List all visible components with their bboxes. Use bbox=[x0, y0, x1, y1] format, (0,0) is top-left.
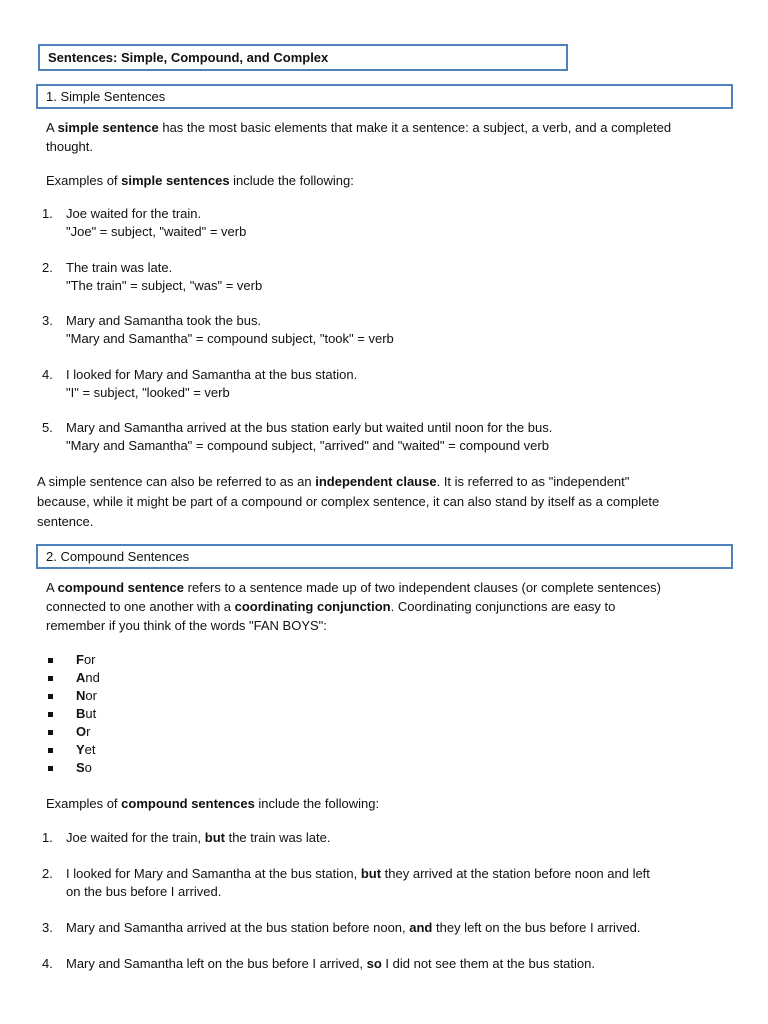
text: refers to a sentence made up of two independent clauses (or complete sentences) bbox=[184, 580, 661, 595]
text: they arrived at the station before noon and left bbox=[381, 866, 650, 881]
bullet-square-icon bbox=[48, 766, 53, 771]
section-heading-simple bbox=[36, 84, 733, 109]
conjunction: but bbox=[204, 830, 225, 845]
bold-letter: N bbox=[76, 688, 86, 703]
section-heading-text: 1. Simple Sentences bbox=[46, 89, 166, 104]
list-number: 3. bbox=[42, 920, 53, 935]
list-number: 3. bbox=[42, 313, 53, 328]
text: Examples of bbox=[46, 796, 122, 811]
conjunction: so bbox=[366, 956, 382, 971]
example-sentence: I looked for Mary and Samantha at the bus station. bbox=[66, 367, 358, 382]
bold-letter: S bbox=[76, 760, 85, 775]
bold-letter: B bbox=[76, 706, 86, 721]
text: ut bbox=[85, 706, 97, 721]
text: et bbox=[84, 742, 96, 757]
text: A bbox=[46, 120, 58, 135]
bold-letter: Y bbox=[76, 742, 85, 757]
text: . It is referred to as "independent" bbox=[436, 474, 630, 489]
bold-term: simple sentences bbox=[121, 173, 230, 188]
bullet-square-icon bbox=[48, 676, 53, 681]
section-heading-compound bbox=[36, 544, 733, 569]
conjunction: but bbox=[360, 866, 382, 881]
bold-term: independent clause bbox=[315, 474, 437, 489]
text: they left on the bus before I arrived. bbox=[432, 920, 641, 935]
text: I did not see them at the bus station. bbox=[381, 956, 595, 971]
simple-intro-paragraph bbox=[46, 118, 736, 156]
text: Mary and Samantha left on the bus before I arrived, bbox=[66, 956, 367, 971]
compound-examples-lead bbox=[46, 794, 379, 813]
text: nd bbox=[85, 670, 100, 685]
example-analysis: "Mary and Samantha" = compound subject, "arrived" and "waited" = compound verb bbox=[66, 438, 549, 453]
list-number: 4. bbox=[42, 956, 53, 971]
list-number: 4. bbox=[42, 367, 53, 382]
list-number: 1. bbox=[42, 206, 53, 221]
bold-term: simple sentence bbox=[57, 120, 159, 135]
text: Mary and Samantha arrived at the bus station before noon, bbox=[66, 920, 410, 935]
list-number: 5. bbox=[42, 420, 53, 435]
bullet-square-icon bbox=[48, 730, 53, 735]
list-number: 1. bbox=[42, 830, 53, 845]
example-sentence: Joe waited for the train. bbox=[66, 206, 202, 221]
bold-term: compound sentence bbox=[57, 580, 184, 595]
text: Examples of bbox=[46, 173, 122, 188]
section-heading-text: 2. Compound Sentences bbox=[46, 549, 190, 564]
example-sentence: The train was late. bbox=[66, 260, 173, 275]
bold-letter: O bbox=[76, 724, 87, 739]
example-analysis: "I" = subject, "looked" = verb bbox=[66, 385, 230, 400]
text: the train was late. bbox=[224, 830, 331, 845]
bold-term: coordinating conjunction bbox=[234, 599, 391, 614]
text: or bbox=[85, 688, 97, 703]
text: has the most basic elements that make it a sentence: a subject, a verb, and a completed bbox=[158, 120, 672, 135]
bold-letter: A bbox=[76, 670, 86, 685]
text: because, while it might be part of a compound or complex sentence, it can also stand by itself as a complete bbox=[37, 494, 660, 509]
example-sentence: Mary and Samantha took the bus. bbox=[66, 313, 262, 328]
text: A simple sentence can also be referred to as an bbox=[37, 474, 316, 489]
text: . Coordinating conjunctions are easy to bbox=[390, 599, 616, 614]
conjunction: and bbox=[409, 920, 433, 935]
independent-clause-paragraph bbox=[37, 472, 737, 532]
text: sentence. bbox=[37, 514, 94, 529]
example-analysis: "Joe" = subject, "waited" = verb bbox=[66, 224, 247, 239]
text: A bbox=[46, 580, 58, 595]
text: include the following: bbox=[229, 173, 354, 188]
simple-examples-lead bbox=[46, 171, 354, 190]
bold-letter: F bbox=[76, 652, 84, 667]
text: o bbox=[84, 760, 92, 775]
text: or bbox=[83, 652, 96, 667]
document-title-box bbox=[38, 44, 568, 71]
text: include the following: bbox=[254, 796, 380, 811]
bullet-square-icon bbox=[48, 694, 53, 699]
text: thought. bbox=[46, 139, 93, 154]
example-analysis: "Mary and Samantha" = compound subject, "took" = verb bbox=[66, 331, 394, 346]
text: remember if you think of the words "FAN BOYS": bbox=[46, 618, 327, 633]
text: Joe waited for the train, bbox=[66, 830, 205, 845]
text: I looked for Mary and Samantha at the bus station, bbox=[66, 866, 361, 881]
bullet-square-icon bbox=[48, 658, 53, 663]
bold-term: compound sentences bbox=[121, 796, 255, 811]
list-number: 2. bbox=[42, 260, 53, 275]
bullet-square-icon bbox=[48, 712, 53, 717]
example-sentence: Mary and Samantha arrived at the bus station early but waited until noon for the bus. bbox=[66, 420, 553, 435]
text: r bbox=[86, 724, 91, 739]
compound-intro-paragraph bbox=[46, 578, 736, 635]
list-number: 2. bbox=[42, 866, 53, 881]
example-analysis: "The train" = subject, "was" = verb bbox=[66, 278, 263, 293]
document-title: Sentences: Simple, Compound, and Complex bbox=[48, 50, 329, 65]
bullet-square-icon bbox=[48, 748, 53, 753]
text: connected to one another with a bbox=[46, 599, 235, 614]
text: on the bus before I arrived. bbox=[66, 884, 222, 899]
